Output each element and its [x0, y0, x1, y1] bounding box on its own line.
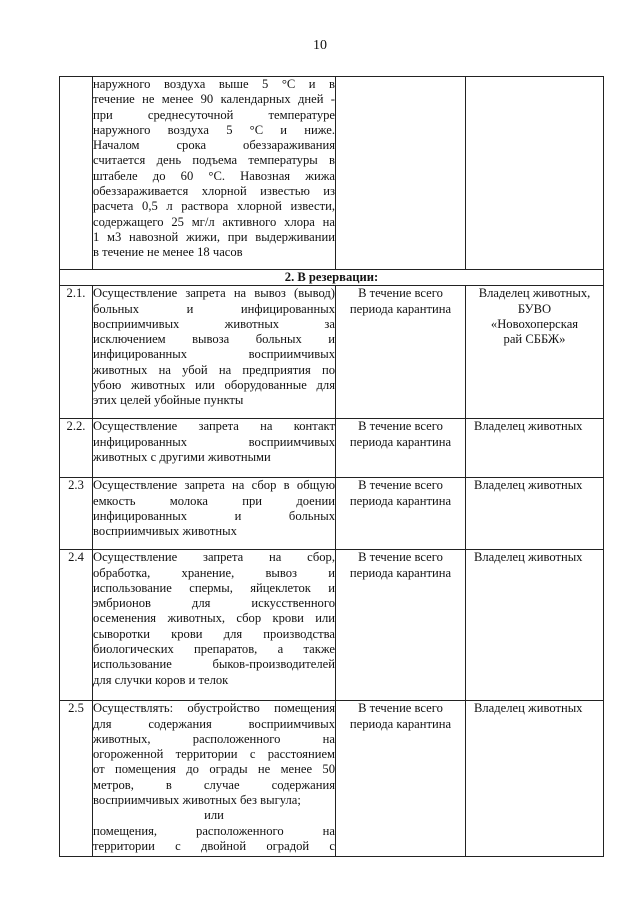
- term-line: периода карантина: [349, 434, 452, 449]
- table-row: [60, 701, 604, 857]
- text-line: течение не менее 90 календарных дней -: [93, 92, 335, 107]
- term-line: периода карантина: [349, 301, 452, 316]
- text-line: восприимчивых животных: [93, 524, 237, 539]
- responsible-cell: [466, 550, 604, 701]
- text-line: обеззараживается хлорной известью из: [93, 184, 335, 199]
- section-title: 2. В резервации:: [60, 270, 604, 286]
- table-row: [60, 550, 604, 701]
- responsible-cell: [466, 701, 604, 857]
- text-line: животных с другими животными: [93, 449, 271, 464]
- row-number: 2.2.: [60, 419, 93, 478]
- text-line: Осуществление запрета на контакт: [93, 419, 335, 434]
- text-line: метров, в случае содержания: [93, 777, 335, 792]
- text-line: животных, расположенного на: [93, 731, 335, 746]
- measures-table: [59, 76, 604, 857]
- measure-description-cell: [93, 77, 336, 270]
- term-line: В течение всего: [358, 550, 443, 565]
- text-line: Осуществлять: обустройство помещения: [93, 701, 335, 716]
- text-line: использование быков-производителей: [93, 657, 335, 672]
- responsible-line: Владелец животных: [474, 701, 583, 716]
- text-line: в течение не менее 18 часов: [93, 245, 243, 260]
- text-line: от помещения до ограды не менее 50: [93, 762, 335, 777]
- text-line: эмбрионов для искусственного: [93, 596, 335, 611]
- responsible-cell: [466, 77, 604, 270]
- term-line: периода карантина: [349, 565, 452, 580]
- table-row: [60, 419, 604, 478]
- term-line: В течение всего: [358, 478, 443, 493]
- text-line: для содержания восприимчивых: [93, 716, 335, 731]
- text-line: восприимчивых животных без выгула;: [93, 793, 301, 808]
- text-line: инфицированных восприимчивых: [93, 434, 335, 449]
- table-row-continuation: [60, 77, 604, 270]
- text-line: наружного воздуха 5 °С и ниже.: [93, 122, 335, 137]
- responsible-cell: [466, 478, 604, 550]
- responsible-cell: [466, 419, 604, 478]
- text-line: считается день подъема температуры в: [93, 153, 335, 168]
- text-line: штабеле до 60 °С. Навозная жижа: [93, 168, 335, 183]
- text-line: этих целей убойные пункты: [93, 393, 244, 408]
- text-line: восприимчивых животных за: [93, 316, 335, 331]
- text-line: животных на убой на предприятия по: [93, 362, 335, 377]
- term-cell: [336, 419, 466, 478]
- text-line: содержащего 25 мг/л активного хлора на: [93, 214, 335, 229]
- term-line: В течение всего: [358, 701, 443, 716]
- responsible-line: рай СББЖ»: [503, 332, 566, 347]
- text-line: обработка, хранение, вывоз и: [93, 565, 335, 580]
- text-line: территории с двойной оградой с: [93, 838, 335, 853]
- measure-description-cell: [93, 419, 336, 478]
- measure-description-cell: [93, 550, 336, 701]
- term-cell: [336, 77, 466, 270]
- text-line: Началом срока обеззараживания: [93, 138, 335, 153]
- text-line: для случки коров и телок: [93, 672, 229, 687]
- text-line: помещения, расположенного на: [93, 823, 335, 838]
- term-cell: [336, 550, 466, 701]
- text-line: больных и инфицированных: [93, 301, 335, 316]
- term-line: периода карантина: [349, 716, 452, 731]
- text-line: Осуществление запрета на вывоз (вывод): [93, 286, 335, 301]
- responsible-line: Владелец животных,: [478, 286, 591, 301]
- responsible-line: БУВО: [517, 301, 552, 316]
- term-cell: [336, 286, 466, 419]
- responsible-line: Владелец животных: [474, 478, 583, 493]
- text-line: расчета 0,5 л раствора хлорной извести,: [93, 199, 335, 214]
- text-line: наружного воздуха выше 5 °С и в: [93, 77, 335, 91]
- responsible-line: Владелец животных: [474, 550, 583, 565]
- term-cell: [336, 478, 466, 550]
- section-header-row: [60, 270, 604, 286]
- measure-description-cell: [93, 286, 336, 419]
- text-line: убою животных или оборудованные для: [93, 378, 335, 393]
- text-line: биологических препаратов, а также: [93, 642, 335, 657]
- row-number: 2.4: [60, 550, 93, 701]
- text-line: осеменения животных, сбор крови или: [93, 611, 335, 626]
- responsible-line: Владелец животных: [474, 419, 583, 434]
- row-number: 2.1.: [60, 286, 93, 419]
- term-line: периода карантина: [349, 493, 452, 508]
- page-number: 10: [313, 38, 327, 53]
- table-row: [60, 286, 604, 419]
- text-line: инфицированных и больных: [93, 508, 335, 523]
- term-line: В течение всего: [358, 286, 443, 301]
- text-line: 1 м3 навозной жижи, при выдерживании: [93, 229, 335, 244]
- term-line: В течение всего: [358, 419, 443, 434]
- responsible-line: «Новохоперская: [490, 316, 579, 331]
- text-line: при среднесуточной температуре: [93, 107, 335, 122]
- table-row: [60, 478, 604, 550]
- text-line: исключением вывоза больных и: [93, 332, 335, 347]
- responsible-cell: [466, 286, 604, 419]
- term-cell: [336, 701, 466, 857]
- row-number: 2.5: [60, 701, 93, 857]
- text-line: Осуществление запрета на сбор в общую: [93, 478, 335, 493]
- text-line: сыворотки крови для производства: [93, 626, 335, 641]
- measure-description-cell: [93, 701, 336, 857]
- row-number: 2.3: [60, 478, 93, 550]
- row-number-cell: [60, 77, 93, 270]
- text-line: емкость молока при доении: [93, 493, 335, 508]
- measure-description-cell: [93, 478, 336, 550]
- text-line: использование спермы, яйцеклеток и: [93, 580, 335, 595]
- text-line: или: [204, 808, 224, 823]
- text-line: Осуществление запрета на сбор,: [93, 550, 335, 565]
- text-line: огороженной территории с расстоянием: [93, 747, 335, 762]
- text-line: инфицированных восприимчивых: [93, 347, 335, 362]
